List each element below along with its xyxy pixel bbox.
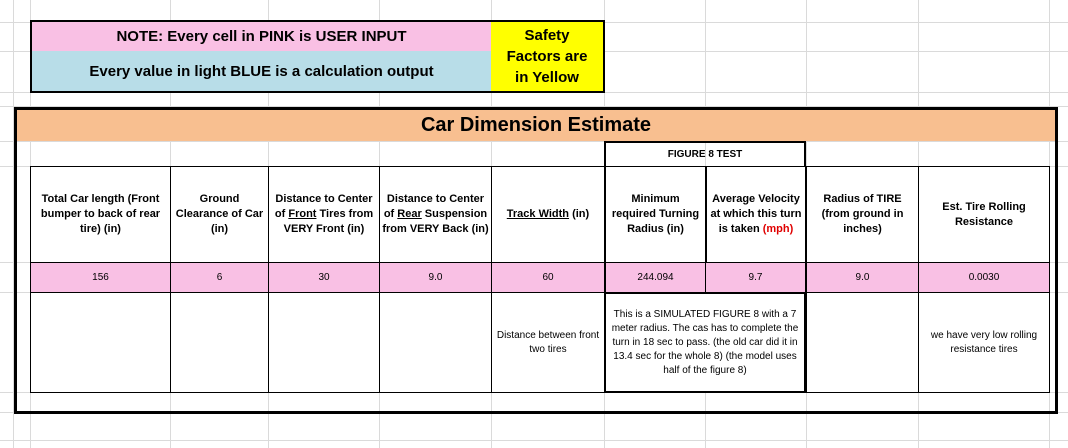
tire-rolling-resistance-input[interactable]: 0.0030 (918, 262, 1050, 293)
header-underlined-text: Rear (397, 208, 422, 220)
pink-legend: NOTE: Every cell in PINK is USER INPUT (32, 22, 491, 51)
header-text: Est. Tire Rolling Resistance (942, 200, 1026, 228)
tire-radius-input[interactable]: 9.0 (806, 262, 919, 293)
min-turning-radius-header (604, 166, 706, 263)
front-tire-distance-header (268, 166, 380, 263)
average-velocity-input[interactable]: 9.7 (705, 262, 807, 293)
tire-radius-comment (806, 292, 919, 393)
tire-rolling-resistance-comment: we have very low rolling resistance tires (918, 292, 1050, 393)
figure8-label: FIGURE 8 TEST (604, 141, 806, 167)
header-text: Tires from VERY Front (in) (283, 208, 374, 235)
header-text: Distance to Center of (274, 193, 373, 220)
front-tire-distance-comment (268, 292, 380, 393)
track-width-header (491, 166, 605, 263)
ground-clearance-input[interactable]: 6 (170, 262, 269, 293)
total-car-length-comment (30, 292, 171, 393)
header-text: Minimum required Turning Radius (in) (611, 193, 700, 235)
front-tire-distance-input[interactable]: 30 (268, 262, 380, 293)
ground-clearance-comment (170, 292, 269, 393)
track-width-comment: Distance between front two tires (491, 292, 605, 393)
header-text: Radius of TIRE (from ground in inches) (821, 193, 904, 235)
header-underlined-text: Track Width (506, 208, 570, 220)
header-unit-text: (mph) (762, 223, 794, 235)
figure8-comment: This is a SIMULATED FIGURE 8 with a 7 meter radius. The cas has to complete the turn in 18 sec to pass. (the old car did it in 13.4 sec for the whole 8) (the model uses half of the figure 8) (604, 292, 806, 393)
average-velocity-header (705, 166, 807, 263)
rear-suspension-distance-comment (379, 292, 492, 393)
header-text: Suspension from VERY Back (in) (382, 208, 489, 235)
rear-suspension-distance-header (379, 166, 492, 263)
header-underlined-text: Front (288, 208, 317, 220)
tire-radius-header (806, 166, 919, 263)
track-width-input[interactable]: 60 (491, 262, 605, 293)
rear-suspension-distance-input[interactable]: 9.0 (379, 262, 492, 293)
header-text: Total Car length (Front bumper to back of rear tire) (in) (40, 193, 161, 235)
blue-legend: Every value in light BLUE is a calculation output (32, 51, 491, 91)
yellow-legend: Safety Factors are in Yellow (491, 22, 603, 91)
table-title: Car Dimension Estimate (17, 110, 1055, 141)
total-car-length-header (30, 166, 171, 263)
header-text: Average Velocity at which this turn is taken (710, 193, 802, 235)
header-text: Distance to Center of (383, 193, 485, 220)
total-car-length-input[interactable]: 156 (30, 262, 171, 293)
header-text: (in) (569, 208, 590, 220)
min-turning-radius-input[interactable]: 244.094 (604, 262, 706, 293)
ground-clearance-header (170, 166, 269, 263)
tire-rolling-resistance-header (918, 166, 1050, 263)
header-text: Ground Clearance of Car (in) (175, 193, 264, 235)
